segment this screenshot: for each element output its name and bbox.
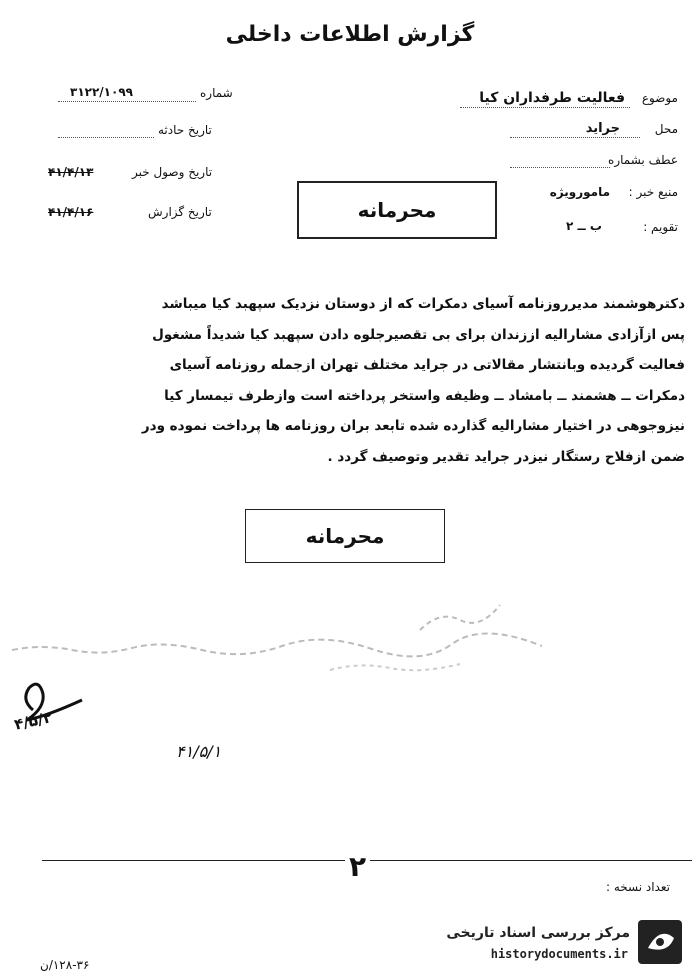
subject-dots — [460, 107, 630, 108]
receipt-date-value: ۴۱/۴/۱۳ — [48, 165, 94, 179]
source-label: منبع خبر : — [628, 185, 678, 199]
body-line: دکترهوشمند مدیرروزنامه آسیای دمکرات که از دوستان نزدیک سپهبد کیا میباشد — [161, 296, 685, 312]
confidential-stamp: محرمانه — [297, 181, 497, 239]
reference-dots — [510, 167, 610, 168]
subject-label: موضوع — [641, 91, 678, 105]
place-label: محل — [654, 122, 678, 136]
body-line: پس ازآزادی مشارالیه اززندان برای بی تقصیرجلوه دادن سپهبد کیا شدیداً مشغول — [152, 326, 685, 343]
incident-date-label: تاریخ حادثه — [158, 123, 212, 137]
body-line: ضمن ازفلاح رستگار نیزدر جراید تقدیر وتوصیف گردد . — [327, 448, 685, 465]
reference-label: عطف بشماره — [608, 153, 678, 167]
place-value: جراید — [585, 121, 620, 136]
report-date-value: ۴۱/۴/۱۶ — [48, 205, 94, 219]
number-label: شماره — [200, 86, 233, 100]
page-mark: ۲ — [345, 850, 370, 883]
receipt-date-label: تاریخ وصول خبر — [132, 165, 213, 179]
calendar-label: تقویم : — [643, 220, 678, 234]
archive-logo-icon — [636, 918, 684, 966]
number-value: ۳۱۲۲/۱۰۹۹ — [70, 85, 133, 99]
report-body — [75, 289, 685, 472]
document-title: گزارش اطلاعات داخلی — [225, 22, 475, 47]
copies-label: تعداد نسخه : — [605, 880, 670, 894]
handwritten-date: ۴۱/۵/۱ — [176, 742, 222, 761]
document-number: ۱۲۸-۳۶/ن — [40, 958, 90, 972]
calendar-value: ب ــ ۲ — [566, 219, 602, 233]
source-value: مامورویژه — [549, 185, 610, 199]
incident-date-dots — [58, 137, 154, 138]
confidential-stamp-lower: محرمانه — [245, 509, 445, 563]
body-line: فعالیت گردیده وبانتشار مقالاتی در جراید مختلف تهران ازجمله روزنامه آسیای — [169, 357, 685, 373]
report-date-label: تاریخ گزارش — [148, 205, 212, 219]
place-dots — [510, 137, 640, 138]
brand-name: مرکز بررسی اسناد تاریخی — [446, 925, 630, 941]
body-line: دمکرات ــ هشمند ــ بامشاد ــ وظیفه واستخر پرداخته است وازطرف تیمسار کیا — [164, 387, 685, 404]
subject-value: فعالیت طرفداران کیا — [479, 90, 625, 106]
number-dots — [58, 101, 196, 102]
body-line: نیزوجوهی در اختیار مشارالیه گذارده شده تابعد بران روزنامه ها پرداخت نموده ودر — [141, 418, 685, 434]
brand-url: historydocuments.ir — [490, 947, 628, 961]
initial-code: ۴/۵/۲ — [12, 708, 54, 734]
